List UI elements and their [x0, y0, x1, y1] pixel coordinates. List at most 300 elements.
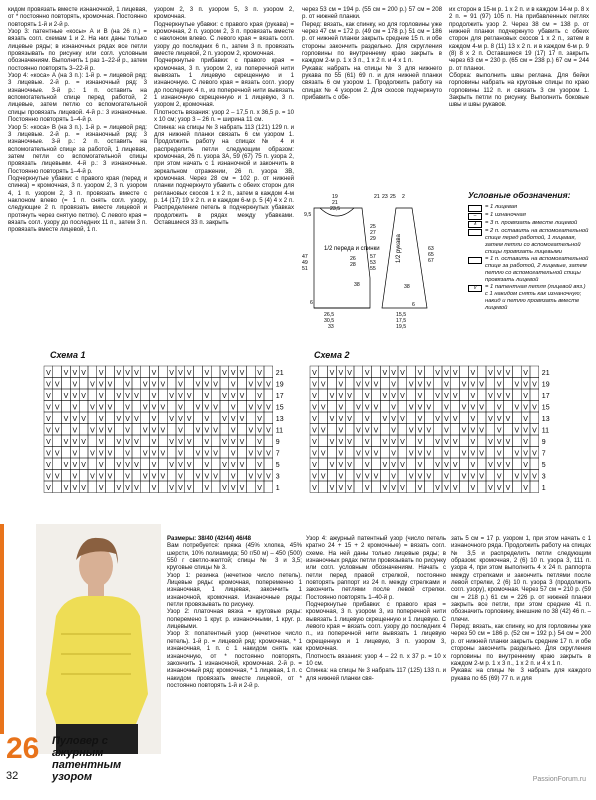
patent-stitch-symbol: V [444, 392, 449, 400]
patent-stitch-symbol: V [408, 381, 414, 389]
patent-stitch-symbol: V [329, 392, 335, 400]
chart-cell [158, 366, 167, 378]
page-number: 32 [6, 770, 19, 782]
chart-cell [53, 366, 62, 378]
chart-cell [194, 481, 203, 493]
patent-stitch-symbol: V [125, 461, 130, 469]
chart-cell [79, 447, 88, 459]
patent-stitch-symbol: V [266, 473, 271, 481]
patent-stitch-symbol: V [364, 392, 370, 400]
dim-label: 6 [310, 300, 313, 306]
chart-cell [354, 389, 363, 401]
patent-stitch-symbol: V [391, 369, 396, 377]
patent-stitch-symbol: V [364, 369, 370, 377]
chart-cell [328, 401, 337, 413]
patent-stitch-symbol: V [46, 369, 51, 377]
chart-cell [398, 447, 407, 459]
chart-cell [407, 435, 416, 447]
chart-cell [372, 389, 381, 401]
patent-stitch-symbol: V [151, 461, 157, 469]
dim-label: 29 [370, 236, 376, 242]
chart-cell [433, 447, 442, 459]
patent-stitch-symbol: V [116, 438, 122, 446]
patent-stitch-symbol: V [444, 484, 449, 492]
patent-stitch-symbol: V [364, 450, 370, 458]
chart-cell [62, 470, 71, 482]
dim-label: 57 [370, 254, 376, 260]
chart-cell [460, 389, 469, 401]
chart-cell [372, 458, 381, 470]
row-number-label: 1 [541, 485, 546, 493]
patent-stitch-symbol: V [204, 404, 210, 412]
chart-cell [141, 366, 150, 378]
chart-cell [407, 481, 416, 493]
chart-cell [530, 458, 539, 470]
chart-cell [194, 366, 203, 378]
chart-cell [328, 424, 337, 436]
patent-stitch-symbol: V [239, 392, 245, 400]
patent-stitch-symbol: V [329, 369, 335, 377]
patent-stitch-symbol: V [116, 369, 122, 377]
patent-stitch-symbol: V [116, 415, 122, 423]
purl-symbol-icon: – [468, 213, 482, 220]
patent-stitch-symbol: V [151, 484, 157, 492]
dim-label: 55 [370, 266, 376, 272]
patent-stitch-symbol: V [63, 461, 69, 469]
patent-stitch-symbol: V [356, 473, 361, 481]
patent-stitch-symbol: V [408, 473, 414, 481]
text-column-1 [8, 6, 147, 348]
patent-stitch-symbol: V [248, 427, 254, 435]
patent-stitch-symbol: V [505, 461, 511, 469]
patent-stitch-symbol: V [230, 438, 236, 446]
patent-stitch-symbol: V [312, 381, 317, 389]
patent-stitch-symbol: V [400, 461, 405, 469]
chart-cell [504, 424, 513, 436]
patent-stitch-symbol: V [125, 473, 130, 481]
chart-cell [220, 401, 229, 413]
chart-cell [194, 389, 203, 401]
paragraph: Подчеркнутые убавки: с правого края (перед и спинка) = кромочная, 3 п. узором 2, 3 п. узором 4, 1 п. узором 2, 3 п. провязать вместе с наклоном влево (= 1 п. снять согл. узору, следующие 2 п. провязать вместе лицевой и протянуть через снятую петлю). С левого края = вязать согл. узору до последних 11 п., затем 3 п. провязать вместе лицевой, 1 п. [8, 174, 147, 234]
patent-stitch-symbol: V [54, 473, 60, 481]
chart-cell [194, 412, 203, 424]
dim-label: 19 [332, 194, 338, 200]
dim-label: 6 [412, 302, 415, 308]
patent-stitch-symbol: V [266, 381, 271, 389]
patent-stitch-symbol: V [479, 427, 484, 435]
patent-stitch-symbol: V [329, 461, 335, 469]
dim-label: 2 [402, 194, 405, 200]
text-column-b3 [451, 535, 591, 785]
chart-cell [106, 389, 115, 401]
patent-stitch-symbol: V [134, 415, 139, 423]
patent-stitch-symbol: V [186, 438, 192, 446]
chart-cell [246, 481, 255, 493]
paragraph: через 53 см = 194 р. (55 см = 200 р.) 57 см = 208 р. от нижней планки. [302, 6, 442, 21]
patent-stitch-symbol: V [72, 450, 78, 458]
patent-stitch-symbol: V [204, 392, 210, 400]
chart-cell [512, 481, 521, 493]
patent-stitch-symbol: V [496, 461, 502, 469]
chart-cell [424, 435, 433, 447]
chart-cell [354, 458, 363, 470]
patent-stitch-symbol: V [523, 369, 528, 377]
patent-stitch-symbol: V [125, 404, 130, 412]
chart-cell [512, 435, 521, 447]
patent-stitch-symbol: V [444, 381, 449, 389]
patent-stitch-symbol: V [312, 369, 317, 377]
patent-stitch-symbol: V [470, 415, 476, 423]
patent-stitch-symbol: V [134, 461, 139, 469]
chart-cell [460, 412, 469, 424]
paragraph: Рукава: набрать на спицы № 3 для нижнего рукава по 55 (61) 69 п. и для нижней планки связать 6 см узором 1. Продолжить работу на спицах № 4 узором 2. Для скосов подчеркнуто прибавить с обе- [302, 64, 442, 102]
patent-stitch-symbol: V [338, 392, 344, 400]
patent-stitch-symbol: V [54, 404, 60, 412]
patent-stitch-symbol: V [391, 404, 396, 412]
patent-stitch-symbol: V [178, 392, 183, 400]
patent-stitch-symbol: V [151, 415, 157, 423]
patent-stitch-symbol: V [364, 427, 370, 435]
chart-cell [141, 412, 150, 424]
patent-stitch-symbol: V [400, 369, 405, 377]
patent-stitch-symbol: V [257, 450, 262, 458]
patent-stitch-symbol: V [470, 404, 476, 412]
sleeve-outline [382, 208, 427, 308]
dim-label: 23,5 [330, 206, 341, 212]
patent-stitch-symbol: V [320, 427, 326, 435]
text-column-3 [302, 6, 442, 156]
patent-stitch-symbol: V [98, 369, 104, 377]
chart-cell [211, 458, 220, 470]
patent-stitch-symbol: V [72, 415, 78, 423]
patent-stitch-symbol: V [46, 392, 51, 400]
chart-cell [433, 470, 442, 482]
patent-stitch-symbol: V [391, 392, 396, 400]
patent-stitch-symbol: V [320, 404, 326, 412]
patent-stitch-symbol: V [505, 415, 511, 423]
patent-stitch-symbol: V [204, 484, 210, 492]
row-number-label: 5 [275, 462, 280, 470]
chart-cell [345, 470, 354, 482]
chart-cell [114, 401, 123, 413]
patent-stitch-symbol: V [461, 473, 467, 481]
chart-cell [246, 366, 255, 378]
patent-stitch-symbol: V [479, 450, 484, 458]
patent-stitch-symbol: V [514, 450, 520, 458]
dim-label: 23 [382, 194, 388, 200]
row-number-label: 11 [541, 427, 550, 435]
patent-stitch-symbol: V [329, 415, 335, 423]
patent-stitch-symbol: V [496, 369, 502, 377]
back-piece-outline [314, 208, 370, 308]
patent-stitch-symbol: V [444, 438, 449, 446]
patent-stitch-symbol: V [230, 461, 236, 469]
chart1-title: Схема 1 [50, 350, 86, 360]
chart-cell [238, 470, 247, 482]
chart-cell [486, 401, 495, 413]
chart-cell [185, 424, 194, 436]
legend-item: = 2 п. оставить на вспомогательной спице перед работой, 1 лицевая, затем петли со вспомогательной спицы провязать лицевыми [468, 228, 590, 256]
paragraph: Узор 5: «коса» В (на 3 п.). 1-й р. = лицевой ряд: 3 лицевые. 2-й р. = изнаночный ряд: 3 изнаночные. 3-й р.: 2 п. оставить на вспомогательной спице за работой, 1 лицевая, затем петли со вспомогательной спицы провязать лицевыми. 4-й р.: 3 изнаночные. Постоянно повторять 1–4-й р. [8, 123, 147, 175]
patent-stitch-symbol: V [81, 438, 86, 446]
patent-stitch-symbol: V [382, 369, 388, 377]
chart-cell [158, 389, 167, 401]
patent-stitch-symbol: V [239, 484, 245, 492]
chart-cell [512, 458, 521, 470]
chart-cell [53, 481, 62, 493]
pattern-diagram [302, 188, 452, 348]
row-number-label: 19 [541, 381, 550, 389]
patent-stitch-symbol: V [470, 381, 476, 389]
chart-cell [264, 412, 273, 424]
patent-stitch-symbol: V [142, 450, 148, 458]
patent-stitch-symbol: V [98, 427, 104, 435]
patent-stitch-symbol: V [98, 438, 104, 446]
chart-cell [372, 435, 381, 447]
patent-stitch-symbol: V [435, 461, 440, 469]
patent-stitch-symbol: V [46, 450, 51, 458]
chart-cell [264, 435, 273, 447]
patent-stitch-symbol: V [134, 392, 139, 400]
patent-stitch-symbol: V [435, 484, 440, 492]
chart-cell [88, 412, 97, 424]
chart-cell [398, 378, 407, 390]
patent-stitch-symbol: V [222, 415, 227, 423]
chart-cell [141, 435, 150, 447]
cable-back-symbol-icon [468, 257, 482, 264]
patent-stitch-symbol: V [98, 473, 104, 481]
patent-stitch-symbol: V [452, 461, 458, 469]
patent-stitch-symbol: V [81, 369, 86, 377]
chart-cell [398, 470, 407, 482]
patent-stitch-symbol: V [160, 450, 166, 458]
patent-stitch-symbol: V [391, 450, 396, 458]
patent-stitch-symbol: V [408, 450, 414, 458]
chart-cell [88, 435, 97, 447]
paragraph: Перед: вязать, как спинку, но для горловины уже через 50 см = 186 р. (52 см = 192 р.) 54 см = 200 р. от нижней планки закрыть средние 17 п. и обе стороны закончить раздельно. Для скругления горловины по внутреннему краю закрыть в каждом 2-м р. 1 x 3 п., 1 x 2 п. и 4 x 1 п. [451, 623, 591, 667]
patent-stitch-symbol: V [160, 381, 166, 389]
chart-cell [424, 366, 433, 378]
patent-stitch-symbol: V [230, 427, 236, 435]
patent-stitch-symbol: V [72, 427, 78, 435]
patent-stitch-symbol: V [479, 381, 484, 389]
chart-cell [106, 412, 115, 424]
dim-label: 25 [390, 194, 396, 200]
paragraph: Узор 4: «коса» А (на 3 п.): 1-й р. = лицевой ряд: 3 лицевые. 2-й р. = изнаночный ряд: 3 изнаночные. 3-й р.: 1 п. оставить на вспомогательной спице перед работой, 2 лицевые, затем петлю со вспомогательной спицы провязать лицевой. 4-й р.: 3 изнаночные. Постоянно повторять 1–4-й р. [8, 72, 147, 124]
patent-stitch-symbol: V [364, 484, 370, 492]
patent-stitch-symbol: V [470, 392, 476, 400]
patent-stitch-symbol: V [230, 484, 236, 492]
patent-stitch-symbol: V [382, 484, 388, 492]
patent-stitch-symbol: V [213, 381, 218, 389]
legend-item: V = 1 патентная петля (лицевой вяз.) с 1 накидом снять как изнаночную; накид и петлю провязать вместе лицевой [468, 284, 590, 312]
chart-cell [220, 470, 229, 482]
patent-stitch-symbol: V [523, 427, 528, 435]
patent-stitch-symbol: V [364, 473, 370, 481]
patent-stitch-symbol: V [488, 438, 493, 446]
chart-cell [530, 389, 539, 401]
patent-stitch-symbol: V [329, 484, 335, 492]
row-number-label: 5 [541, 462, 546, 470]
patent-stitch-symbol: V [151, 427, 157, 435]
patent-stitch-symbol: V [364, 438, 370, 446]
patent-stitch-symbol: V [142, 381, 148, 389]
patent-stitch-symbol: V [505, 438, 511, 446]
patent-stitch-symbol: V [204, 438, 210, 446]
patent-stitch-symbol: V [373, 450, 379, 458]
chart-cell [79, 470, 88, 482]
row-number-label: 11 [275, 427, 284, 435]
patent-stitch-symbol: V [213, 450, 218, 458]
patent-stitch-symbol: V [514, 473, 520, 481]
patent-stitch-symbol: V [195, 473, 201, 481]
chart-cell [53, 458, 62, 470]
chart-cell [141, 481, 150, 493]
chart-cell [354, 481, 363, 493]
patent-stitch-symbol: V [98, 484, 104, 492]
patent-stitch-symbol: V [391, 473, 396, 481]
patent-stitch-symbol: V [169, 415, 174, 423]
chart-cell [106, 366, 115, 378]
chart-cell [238, 424, 247, 436]
patent-stitch-symbol: V [470, 450, 476, 458]
patent-stitch-symbol: V [364, 404, 370, 412]
patent-stitch-symbol: V [204, 427, 210, 435]
chart-cell [451, 470, 460, 482]
patent-stitch-symbol: V [142, 427, 148, 435]
piece-label: 1/2 рукава [396, 234, 402, 263]
patent-stitch-symbol: V [98, 404, 104, 412]
k3tog-symbol-icon: ∧ [468, 221, 482, 228]
patent-stitch-symbol: V [320, 450, 326, 458]
patent-stitch-symbol: V [125, 484, 130, 492]
patent-stitch-symbol: V [470, 484, 476, 492]
chart-cell [167, 470, 176, 482]
chart-cell [328, 378, 337, 390]
patent-stitch-symbol: V [151, 450, 157, 458]
chart-cell [53, 435, 62, 447]
patent-stitch-symbol: V [391, 484, 396, 492]
patent-stitch-symbol: V [142, 404, 148, 412]
patent-stitch-symbol: V [400, 484, 405, 492]
patent-stitch-symbol: V [213, 473, 218, 481]
patent-stitch-symbol: V [417, 450, 423, 458]
patent-stitch-symbol: V [178, 438, 183, 446]
chart-cell [53, 412, 62, 424]
patent-stitch-symbol: V [417, 392, 423, 400]
chart-cell [141, 389, 150, 401]
row-number-label: 3 [541, 473, 546, 481]
patent-stitch-symbol: V [257, 427, 262, 435]
chart-cell [477, 458, 486, 470]
patent-stitch-symbol: V [312, 473, 317, 481]
patent-stitch-symbol: V [373, 427, 379, 435]
patent-stitch-symbol: V [81, 415, 86, 423]
patent-stitch-symbol: V [312, 438, 317, 446]
dim-label: 38 [354, 282, 360, 288]
patent-stitch-symbol: V [213, 404, 218, 412]
paragraph: Подчеркнутые прибавки: с правого края = кромочная, 3 п. узором 3, из поперечной нити вывязать 1 лицевую скрещенную и 1 лицевую. С левого края = вязать согл. узору до последних 4 п., из поперечной нити вывязать 1 лицевую скрещенную и 1 лицевую, 3 п. узором 3, кромочная. [306, 601, 446, 653]
patent-stitch-symbol: V [470, 473, 476, 481]
patent-stitch-symbol: V [195, 450, 201, 458]
paragraph: зать 5 см = 17 р. узором 1, при этом начать с 1 изнаночного ряда. Продолжить работу на спицах № 3,5 и распределить петли следующим образом: кромочная, 2 (6) 10 п. узора 3, 111 п. узора 4, при этом выполнить 4 x 24 п. раппорта между стрелками и закончить петлями после левой стрелки, 2 (6) 10 п. узора 3 (продолжить согл. узору), кромочная. Через 57 см = 210 р. (59 см = 218 р.) 61 см = 226 р. от нижней планки закрыть все петли, при этом средние 41 п. обозначить горловину, внешние по 38 (42) 46 п. – плечи. [451, 535, 591, 623]
chart-cell [345, 401, 354, 413]
patent-stitch-symbol: V [46, 461, 51, 469]
patent-stitch-symbol: V [514, 427, 520, 435]
patent-stitch-symbol: V [257, 404, 262, 412]
dim-label: 26,5 [324, 312, 335, 318]
chart-cell [328, 447, 337, 459]
chart-cell [477, 412, 486, 424]
patent-stitch-symbol: V [532, 381, 537, 389]
row-number-label: 1 [275, 485, 280, 493]
chart-cell [354, 366, 363, 378]
patent-stitch-symbol: V [81, 392, 86, 400]
patent-stitch-symbol-icon: V [468, 285, 482, 292]
patent-stitch-symbol: V [222, 484, 227, 492]
patent-stitch-symbol: V [239, 438, 245, 446]
dim-label: 28 [350, 262, 356, 268]
chart-cell [512, 412, 521, 424]
patent-stitch-symbol: V [195, 427, 201, 435]
patent-stitch-symbol: V [204, 450, 210, 458]
patent-stitch-symbol: V [125, 381, 130, 389]
patent-stitch-symbol: V [488, 415, 493, 423]
row-number-label: 13 [275, 416, 284, 424]
patent-stitch-symbol: V [523, 415, 528, 423]
patent-stitch-symbol: V [222, 461, 227, 469]
patent-stitch-symbol: V [151, 392, 157, 400]
dim-label: 17,5 [396, 318, 407, 324]
chart-cell [53, 389, 62, 401]
dim-label: 21 [374, 194, 380, 200]
paragraph: Спинка: на спицы № 3 набрать 113 (121) 129 п. и для нижней планки связать 6 см узором 1. Продолжить работу на спицах № 4 и распределить петли следующим образом: кромочная, 26 п. узора 3А, 59 (67) 75 п. узора 2, при этом начать с 1 изнаночной и закончить в зеркальном отражении, 26 п. узора 3В, кромочная. Через 28 см = 102 р. от нижней планки подчеркнуто убавить с обеих сторон для реглановых скосов 1 x 2 п., затем в каждом 4-м р. 14 (17) 19 x 2 п. и в каждом 6-м р. 5 (4) 4 x 2 п. Распределение петель в подчеркнутых убавках продолжить в рядах между убавками. Оставшиеся 33 п. закрыть [154, 123, 294, 226]
patent-stitch-symbol: V [90, 404, 95, 412]
patent-stitch-symbol: V [373, 473, 379, 481]
patent-stitch-symbol: V [470, 427, 476, 435]
patent-stitch-symbol: V [496, 404, 502, 412]
patent-stitch-symbol: V [347, 438, 352, 446]
chart-cell [504, 378, 513, 390]
patent-stitch-symbol: V [505, 369, 511, 377]
chart-cell [238, 401, 247, 413]
legend-item: ∧ = 3 п. провязать вместе лицевой [468, 220, 590, 228]
chart-cell [211, 435, 220, 447]
chart-cell [246, 389, 255, 401]
paragraph: Плотность вязания: узор 4 – 22 п. x 37 р. = 10 x 10 см. [306, 652, 446, 667]
patent-stitch-symbol: V [356, 427, 361, 435]
chart-cell [264, 389, 273, 401]
chart-cell [424, 481, 433, 493]
chart-cell [167, 424, 176, 436]
patent-stitch-symbol: V [72, 473, 78, 481]
chart-cell [132, 401, 141, 413]
patent-stitch-symbol: V [248, 381, 254, 389]
chart-cell [220, 424, 229, 436]
patent-stitch-symbol: V [54, 381, 60, 389]
row-number-label: 21 [541, 370, 550, 378]
patent-stitch-symbol: V [98, 392, 104, 400]
dim-label: 21 [332, 200, 338, 206]
patent-stitch-symbol: V [496, 392, 502, 400]
paragraph: Рукава: на спицы № 3 набрать для каждого рукава по 65 (69) 77 п. и для [451, 667, 591, 682]
accent-bar [0, 524, 4, 734]
patent-stitch-symbol: V [72, 392, 78, 400]
chart-cell [372, 412, 381, 424]
patent-stitch-symbol: V [257, 369, 262, 377]
patent-stitch-symbol: V [46, 473, 51, 481]
chart-cell [486, 424, 495, 436]
